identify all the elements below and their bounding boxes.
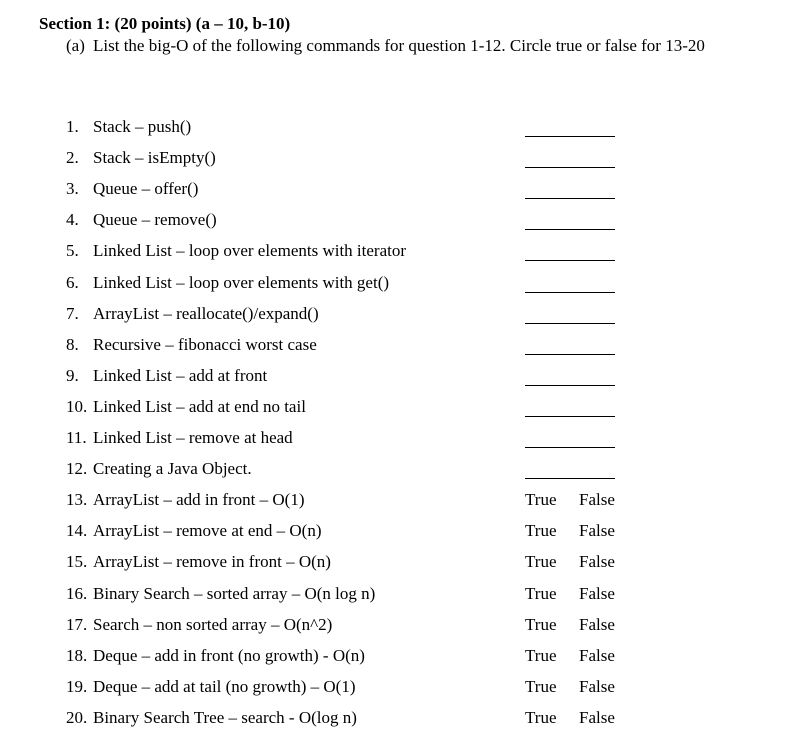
question-text: Recursive – fibonacci worst case [93, 334, 317, 354]
true-choice[interactable]: True [525, 707, 557, 727]
false-choice[interactable]: False [579, 645, 615, 665]
part-label: (a) [66, 36, 85, 55]
question-number: 15. [66, 552, 88, 572]
false-choice[interactable]: False [579, 552, 615, 572]
question-number: 14. [66, 521, 88, 541]
question-number: 2. [66, 148, 79, 168]
true-choice[interactable]: True [525, 552, 557, 572]
question-number: 18. [66, 645, 88, 665]
question-number: 9. [66, 365, 79, 385]
question-number: 5. [66, 241, 79, 261]
question-text: Deque – add at tail (no growth) – O(1) [93, 676, 356, 696]
question-number: 3. [66, 179, 79, 199]
question-number: 8. [66, 334, 79, 354]
question-text: Deque – add in front (no growth) - O(n) [93, 645, 365, 665]
question-text: ArrayList – reallocate()/expand() [93, 303, 319, 323]
question-text: Queue – offer() [93, 179, 199, 199]
question-item [66, 210, 217, 234]
true-choice[interactable]: True [525, 676, 557, 696]
question-text: ArrayList – remove at end – O(n) [93, 521, 322, 541]
question-text: ArrayList – add in front – O(1) [93, 490, 305, 510]
question-item [66, 677, 355, 701]
question-item [66, 335, 317, 359]
false-choice[interactable]: False [579, 707, 615, 727]
question-item [66, 241, 406, 265]
true-choice[interactable]: True [525, 521, 557, 541]
false-choice[interactable]: False [579, 521, 615, 541]
question-text: Stack – isEmpty() [93, 148, 216, 168]
question-item [66, 179, 198, 203]
question-item [66, 273, 389, 297]
question-text: Linked List – add at end no tail [93, 396, 306, 416]
question-item [66, 428, 293, 452]
answer-blank[interactable] [525, 260, 615, 261]
question-number: 17. [66, 614, 88, 634]
question-number: 1. [66, 117, 79, 136]
false-choice[interactable]: False [579, 614, 615, 634]
question-item [66, 148, 216, 172]
question-text: Creating a Java Object. [93, 459, 252, 479]
false-choice[interactable]: False [579, 676, 615, 696]
answer-blank[interactable] [525, 292, 615, 293]
question-text: Binary Search – sorted array – O(n log n) [93, 583, 376, 603]
answer-blank[interactable] [525, 416, 615, 417]
question-number: 13. [66, 490, 88, 510]
question-item [66, 117, 191, 141]
question-text: Search – non sorted array – O(n^2) [93, 614, 333, 634]
answer-blank[interactable] [525, 167, 615, 168]
true-choice[interactable]: True [525, 645, 557, 665]
question-number: 7. [66, 303, 79, 323]
question-item [66, 366, 267, 390]
question-item [66, 615, 332, 639]
question-number: 4. [66, 210, 79, 230]
answer-blank[interactable] [525, 478, 615, 479]
question-text: Binary Search Tree – search - O(log n) [93, 707, 357, 727]
question-number: 19. [66, 676, 88, 696]
answer-blank[interactable] [525, 385, 615, 386]
question-text: Linked List – loop over elements with get() [93, 272, 390, 292]
question-text: Linked List – remove at head [93, 428, 293, 447]
question-item [66, 708, 357, 732]
question-number: 12. [66, 459, 88, 479]
question-number: 16. [66, 583, 88, 603]
question-item [66, 552, 331, 576]
question-text: Stack – push() [93, 117, 192, 136]
question-item [66, 584, 375, 608]
question-item [66, 646, 365, 670]
false-choice[interactable]: False [579, 490, 615, 510]
answer-blank[interactable] [525, 447, 615, 448]
question-number: 10. [66, 396, 88, 416]
answer-blank[interactable] [525, 323, 615, 324]
true-choice[interactable]: True [525, 614, 557, 634]
question-item [66, 459, 252, 483]
question-item [66, 521, 321, 545]
question-number: 20. [66, 707, 88, 727]
question-item [66, 304, 319, 328]
true-choice[interactable]: True [525, 583, 557, 603]
answer-blank[interactable] [525, 136, 615, 137]
answer-blank[interactable] [525, 229, 615, 230]
instructions-text: List the big-O of the following commands for question 1-12. Circle true or false for 13-20 [93, 36, 705, 55]
question-text: Queue – remove() [93, 210, 217, 230]
question-number: 6. [66, 272, 79, 292]
true-choice[interactable]: True [525, 490, 557, 510]
false-choice[interactable]: False [579, 583, 615, 603]
question-text: Linked List – loop over elements with iterator [93, 241, 407, 261]
instructions-block [66, 35, 716, 56]
question-text: ArrayList – remove in front – O(n) [93, 552, 331, 572]
question-text: Linked List – add at front [93, 365, 268, 385]
question-item [66, 397, 306, 421]
answer-blank[interactable] [525, 198, 615, 199]
answer-blank[interactable] [525, 354, 615, 355]
question-item [66, 490, 305, 514]
question-number: 11. [66, 428, 87, 447]
section-heading: Section 1: (20 points) (a – 10, b-10) [39, 14, 291, 33]
